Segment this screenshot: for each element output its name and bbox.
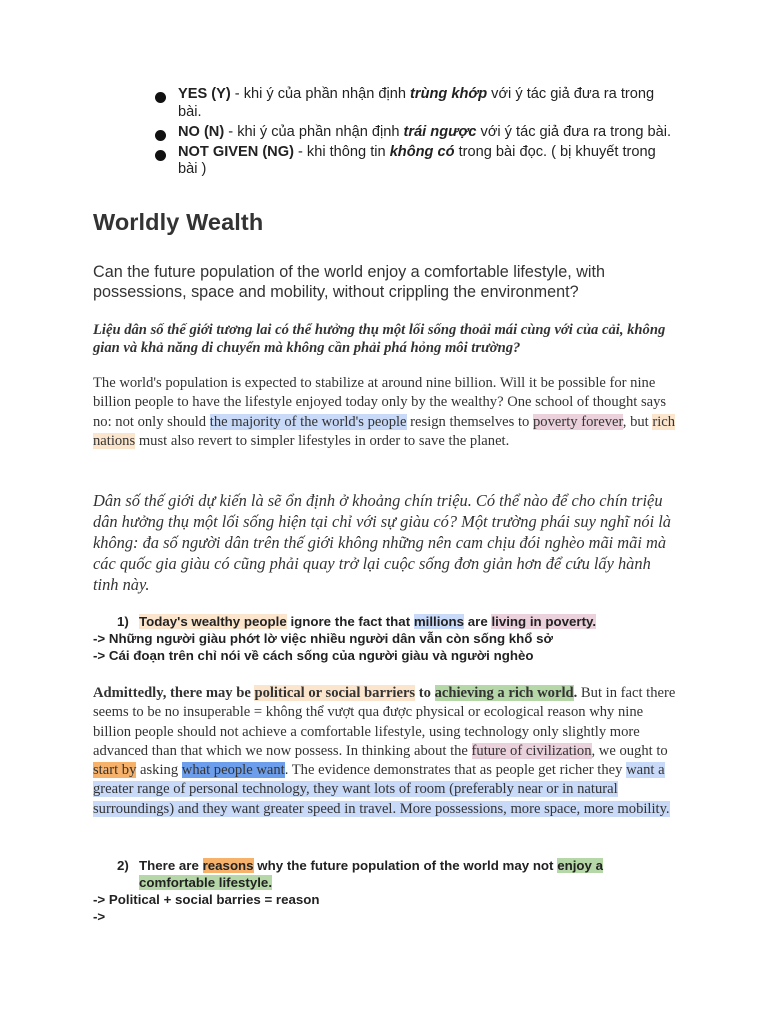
- paragraph-1: The world's population is expected to stabilize at around nine billion. Will it be possible for nine billion people to have the lifestyle enjoyed today only by the wealthy? One school of thought says no: not only should the majority of the world's people resign themselves to poverty forever, but rich nations must also revert to simpler lifestyles in order to save the planet.: [93, 375, 676, 449]
- highlight-rich-nations: rich nations: [93, 413, 676, 449]
- highlight-start-by: start by: [93, 762, 137, 779]
- highlight-future-civilization: future of civilization: [471, 742, 592, 759]
- paragraph-1-translation: Dân số thế giới dự kiến là sẽ ổn định ở khoảng chín triệu. Có thể nào để cho chín triệu dân hưởng thụ một lối sống hiện tại chỉ với sự giàu có? Một trường phái suy nghĩ nói là không: đa số người dân trên thế giới không những nên cam chịu đói nghèo mãi mãi mà các quốc gia giàu có cũng phải quay trở lại cuộc sống đơn giản hơn để cứu lấy hành tinh này.: [93, 491, 671, 594]
- statement-line: 1) Today's wealthy people ignore the fact that millions are living in poverty.: [117, 614, 597, 629]
- bullet-dot-icon: [155, 92, 166, 103]
- highlight-enjoy-a: enjoy a: [557, 858, 604, 873]
- highlight-rich-world: achieving a rich world: [434, 685, 574, 701]
- note-line: -> Political + social barries = reason: [93, 892, 320, 907]
- answer-legend-list: [155, 86, 675, 181]
- passage-question-translation: Liệu dân số thế giới tương lai có thể hưởng thụ một lối sống thoải mái cùng với của cải, không gian và khả năng di chuyển mà không cần phải phá hỏng môi trường?: [93, 322, 666, 356]
- legend-item-yes: YES (Y) - khi ý của phần nhận định trùng khớp với ý tác giả đưa ra trong bài.: [155, 86, 675, 121]
- statement-note-2: [93, 857, 683, 925]
- highlight-wealthy-people: Today's wealthy people: [139, 614, 287, 629]
- note-line: -> Cái đoạn trên chỉ nói về cách sống của người giàu và người nghèo: [93, 648, 534, 663]
- highlight-living-in-poverty: living in poverty.: [491, 614, 597, 629]
- highlight-poverty: poverty forever: [533, 413, 623, 430]
- bullet-dot-icon: [155, 130, 166, 141]
- passage-question: Can the future population of the world enjoy a comfortable lifestyle, with possessions, space and mobility, without crippling the environment?: [93, 263, 605, 301]
- passage-title: Worldly Wealth: [93, 209, 264, 235]
- highlight-what-people-want: what people want: [181, 762, 285, 779]
- note-line: ->: [93, 909, 106, 924]
- statement-line-continued: [93, 874, 683, 891]
- highlight-comfortable-lifestyle: comfortable lifestyle.: [139, 875, 273, 890]
- bullet-dot-icon: [155, 150, 166, 161]
- highlight-want-more: want a greater range of personal technology, they want lots of room (preferably near or in natural surroundings) and they want greater speed in travel. More possessions, more space, more mobility.: [93, 762, 670, 817]
- legend-item-no: NO (N) - khi ý của phần nhận định trái ngược với ý tác giả đưa ra trong bài.: [155, 124, 675, 142]
- highlight-millions: millions: [413, 614, 465, 629]
- legend-item-not-given: NOT GIVEN (NG) - khi thông tin không có trong bài đọc. ( bị khuyết trong bài ): [155, 144, 675, 179]
- statement-line: 2) There are reasons why the future population of the world may not enjoy a: [117, 858, 604, 873]
- note-line: -> Những người giàu phớt lờ việc nhiều người dân vẫn còn sống khổ sở: [93, 631, 553, 646]
- statement-note-1: [93, 613, 683, 664]
- highlight-majority: the majority of the world's people: [209, 413, 407, 430]
- paragraph-2: Admittedly, there may be political or social barriers to achieving a rich world. But in fact there seems to be no insuperable = không thể vượt qua được physical or ecological reason why nine billion people should not achieve a comfortable lifestyle, using technology only slightly more advanced than that which we now possess. In thinking about the future of civilization, we ought to start by asking what people want. The evidence demonstrates that as people get richer they want a greater range of personal technology, they want lots of room (preferably near or in natural surroundings) and they want greater speed in travel. More possessions, more space, more mobility.: [93, 685, 676, 817]
- highlight-barriers: political or social barriers: [254, 685, 416, 701]
- highlight-reasons: reasons: [202, 858, 254, 873]
